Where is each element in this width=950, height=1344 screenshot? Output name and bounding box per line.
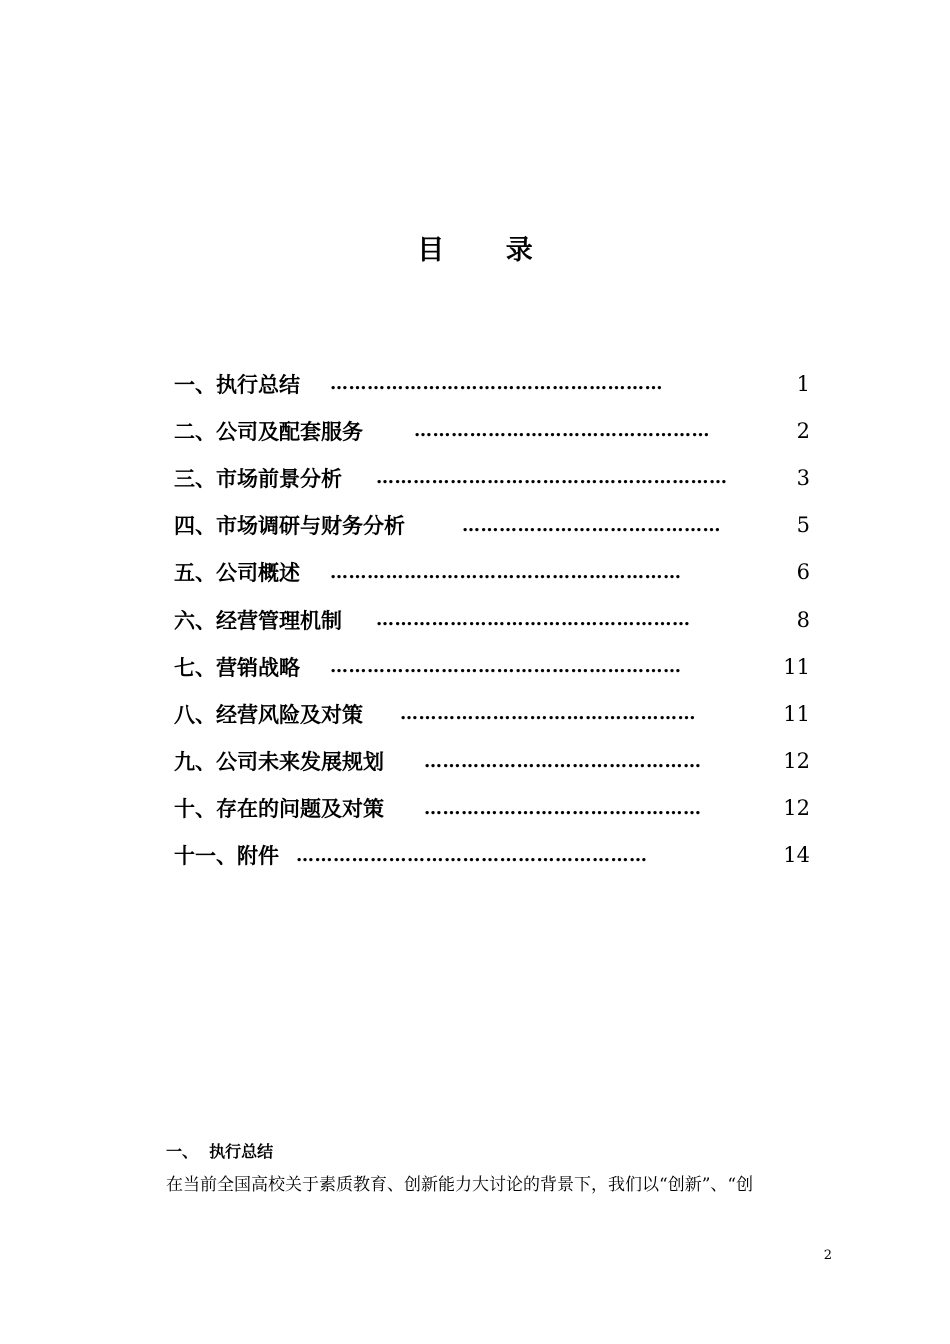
- toc-entry-1[interactable]: [174, 360, 810, 407]
- toc-entry-label: 十、存在的问题及对策: [174, 796, 392, 822]
- table-of-contents: [174, 360, 810, 879]
- toc-leader-dots: ………………………………………: [424, 797, 702, 819]
- toc-page-number: 14: [783, 843, 810, 868]
- toc-page-number: 12: [783, 796, 810, 821]
- toc-page-number: 8: [796, 607, 810, 632]
- toc-leader-dots: …………………………………………………: [330, 656, 682, 678]
- body-paragraph: 在当前全国高校关于素质教育、创新能力大讨论的背景下，我们以“创新”、“创: [166, 1175, 754, 1195]
- toc-entry-label: 四、市场调研与财务分析: [174, 513, 420, 539]
- toc-entry-label: 五、公司概述: [174, 560, 308, 586]
- toc-leader-dots: ………………………………………………: [330, 373, 663, 395]
- toc-entry-5[interactable]: [174, 549, 810, 596]
- toc-entry-7[interactable]: [174, 643, 810, 690]
- toc-entry-label: 六、经营管理机制: [174, 607, 350, 633]
- toc-leader-dots: …………………………………………: [400, 703, 696, 725]
- toc-entry-8[interactable]: [174, 690, 810, 737]
- toc-page-number: 11: [783, 654, 810, 679]
- toc-entry-10[interactable]: [174, 785, 810, 832]
- toc-leader-dots: ……………………………………………: [376, 609, 691, 631]
- toc-page-number: 2: [796, 418, 810, 443]
- toc-entry-label: 一、执行总结: [174, 371, 308, 397]
- page-number: 2: [823, 1248, 832, 1263]
- toc-entry-label: 二、公司及配套服务: [174, 418, 378, 444]
- toc-title: 目 录: [417, 235, 559, 266]
- toc-page-number: 3: [796, 465, 810, 490]
- section-heading: 一、 执行总结: [166, 1142, 274, 1161]
- toc-entry-label: 七、营销战略: [174, 654, 308, 680]
- toc-page-number: 5: [796, 513, 810, 538]
- toc-leader-dots: …………………………………………………: [376, 467, 728, 489]
- toc-leader-dots: …………………………………………………: [296, 844, 648, 866]
- toc-entry-6[interactable]: [174, 596, 810, 643]
- toc-page-number: 12: [783, 749, 810, 774]
- toc-page-number: 1: [796, 371, 810, 396]
- toc-entry-label: 十一、附件: [174, 843, 279, 869]
- toc-entry-3[interactable]: [174, 454, 810, 501]
- toc-leader-dots: ……………………………………: [462, 514, 721, 536]
- toc-leader-dots: …………………………………………: [414, 420, 710, 442]
- toc-entry-label: 八、经营风险及对策: [174, 701, 371, 727]
- toc-entry-4[interactable]: [174, 502, 810, 549]
- toc-leader-dots: ………………………………………: [424, 750, 702, 772]
- toc-page-number: 6: [796, 560, 810, 585]
- toc-entry-label: 九、公司未来发展规划: [174, 749, 392, 775]
- toc-leader-dots: …………………………………………………: [330, 561, 682, 583]
- toc-entry-11[interactable]: [174, 832, 810, 879]
- toc-entry-9[interactable]: [174, 738, 810, 785]
- toc-entry-label: 三、市场前景分析: [174, 465, 350, 491]
- toc-page-number: 11: [783, 701, 810, 726]
- toc-entry-2[interactable]: [174, 407, 810, 454]
